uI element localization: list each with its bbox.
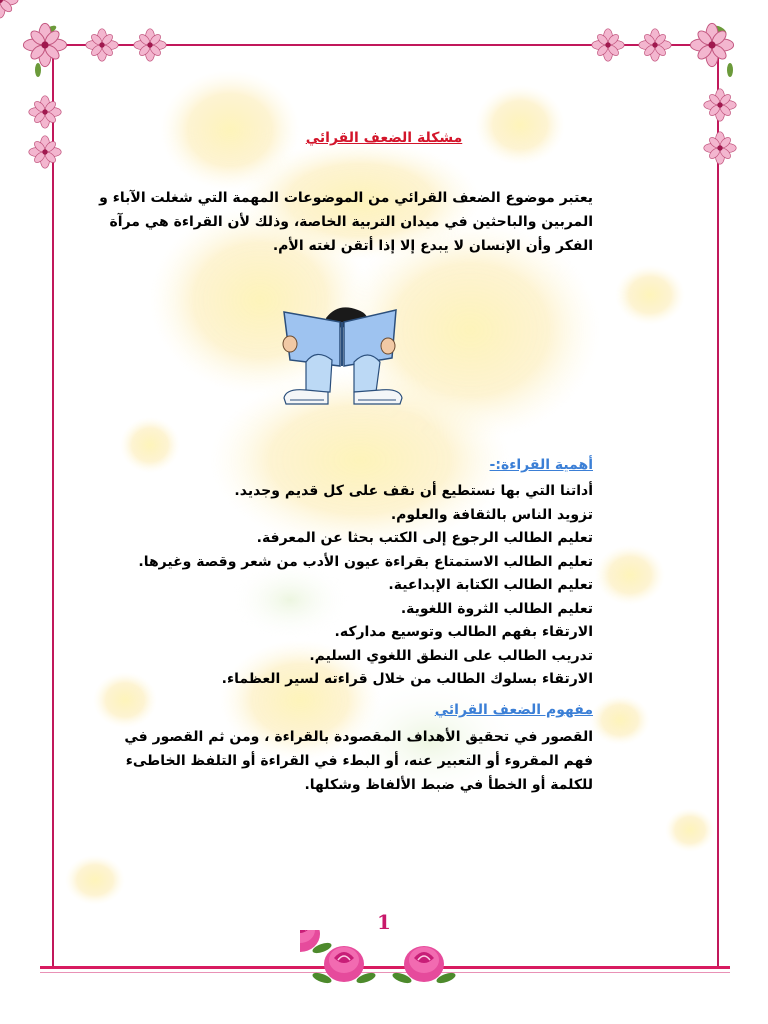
list-item: الارتقاء بفهم الطالب وتوسيع مداركه. — [334, 624, 593, 640]
concept-heading: مفهوم الضعف القرائي — [434, 702, 593, 718]
page-number: 1 — [377, 910, 391, 934]
document-title: مشكلة الضعف القرائي — [305, 130, 463, 146]
list-item: الارتقاء بسلوك الطالب من خلال قراءته لسير العظماء. — [221, 671, 593, 687]
list-item: تعليم الطالب الثروة اللغوية. — [400, 600, 593, 617]
importance-heading: أهمية القراءة:- — [489, 457, 593, 473]
list-item: تدريب الطالب على النطق اللغوي السليم. — [309, 647, 593, 664]
list-item: تعليم الطالب الاستمتاع بقراءة عيون الأدب من شعر وقصة وغيرها. — [138, 553, 593, 570]
list-item: تزويد الناس بالثقافة والعلوم. — [390, 506, 593, 523]
concept-paragraph: القصور في تحقيق الأهداف المقصودة بالقراءة ، ومن ثم القصور في فهم المقروء أو التعبير عنه، أو البطء في القراءة أو التلفظ الخاطىء للكلمة أو الخطأ في ضبط الألفاظ وشكلها. — [124, 729, 593, 793]
list-item: أداتنا التي بها نستطيع أن نقف على كل قديم وجديد. — [234, 483, 593, 499]
importance-list — [95, 480, 593, 692]
list-item: تعليم الطالب الكتابة الإبداعية. — [388, 577, 593, 593]
list-item: تعليم الطالب الرجوع إلى الكتب بحثا عن المعرفة. — [256, 530, 593, 546]
intro-paragraph: يعتبر موضوع الضعف القرائي من الموضوعات المهمة التي شغلت الآباء و المربين والباحثين في ميدان التربية الخاصة، وذلك لأن القراءة هي مرآة الفكر وأن الإنسان لا يبدع إلا إذا أتقن لغته الأم. — [99, 190, 593, 254]
pink-rose-icon — [300, 930, 468, 996]
child-reading-book-icon — [276, 300, 410, 412]
